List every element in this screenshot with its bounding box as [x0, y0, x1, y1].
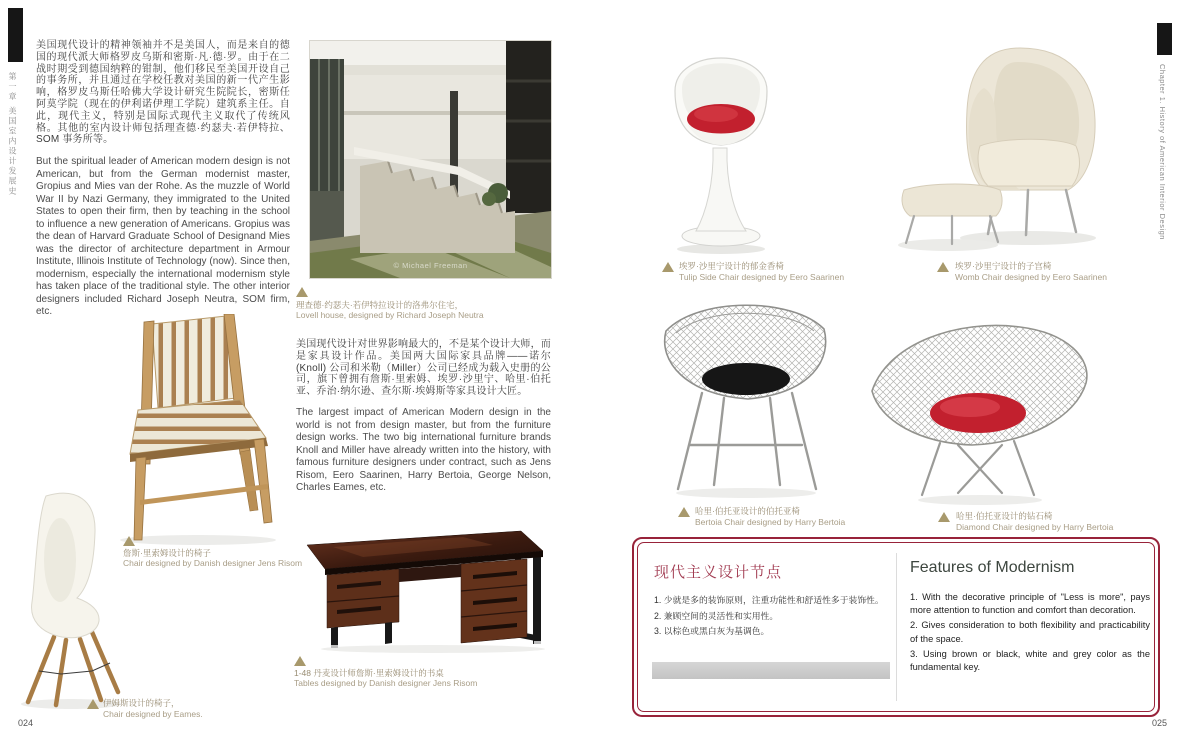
left-chapter-bar: [8, 8, 23, 62]
caption-marker-icon: [87, 699, 99, 709]
paragraph-zh-2: 美国现代设计对世界影响最大的，不是某个设计大师，而是家具设计作品。美国两大国际家具品牌——诺尔 (Knoll) 公司和米勒（Miller）公司已经成为载入史册的公司，旗下曾拥有詹斯·里索姆、埃罗·沙里宁、哈里·伯托亚、乔治·纳尔逊、查尔斯·埃姆斯等家具设计大匠。: [296, 339, 551, 398]
eames-caption-en: Chair designed by Eames.: [103, 709, 203, 719]
diamond-caption-zh: 哈里·伯托亚设计的钻石椅: [956, 511, 1053, 521]
paragraph-en-2: The largest impact of American Modern design in the world is not from design master, but from the furniture design works. The two big international furniture brands Knoll and Miller have already written into the history, with famous furniture designers under contract, such as Jens Risom, Eero Saarinen, Harry Bertoia, George Nelson, Charles Eames, etc.: [296, 407, 551, 493]
caption-marker-icon: [938, 512, 950, 522]
features-item-en: 3. Using brown or black, white and grey color as the fundamental key.: [910, 648, 1150, 673]
caption-marker-icon: [678, 507, 690, 517]
features-title-zh: 现代主义设计节点: [654, 564, 783, 581]
eames-chair-image: [6, 490, 136, 710]
desk-caption-en: Tables designed by Danish designer Jens Risom: [294, 678, 478, 688]
caption-marker-icon: [937, 262, 949, 272]
features-item-zh: 3. 以棕色或黑白灰为基调色。: [654, 626, 770, 636]
paragraph-zh-1: 美国现代设计的精神领袖并不是美国人，而是来自的德国的现代派大师格罗皮乌斯和密斯·凡·德·罗。由于在二战时期受到德国纳粹的钳制，他们移民至美国开设自己的事务所，并且通过在学校任教对美国的新一代产生影响，格罗皮乌斯任哈佛大学设计研究生院院长，密斯任阿莫学院（现在的伊利诺伊理工学院）建筑系主任。自此，现代主义，特别是国际式现代主义取代了传统风格。其他的室内设计师包括理查德·约瑟夫·若伊特拉、SOM 事务所等。: [36, 40, 290, 146]
desk-caption-zh: 1-48 丹麦设计师詹斯·里索姆设计的书桌: [294, 668, 444, 678]
right-chapter-tab: Chapter 1. History of American Interior Design: [1158, 64, 1167, 240]
gray-placeholder-bar: [652, 662, 890, 679]
page-number-left: 024: [18, 718, 34, 728]
risom-caption-en: Chair designed by Danish designer Jens Risom: [123, 558, 303, 568]
bertoia-caption-zh: 哈里·伯托亚设计的伯托亚椅: [695, 506, 800, 516]
lovell-house-photo: [309, 40, 552, 279]
features-list-en: [910, 591, 1150, 676]
right-chapter-bar: [1157, 23, 1172, 55]
tulip-caption-en: Tulip Side Chair designed by Eero Saarinen: [679, 272, 845, 282]
lovell-caption-zh: 理查德·约瑟夫·若伊特拉设计的洛弗尔住宅，: [296, 300, 464, 310]
features-list-zh: [654, 593, 890, 640]
diamond-caption-en: Diamond Chair designed by Harry Bertoia: [956, 522, 1114, 532]
womb-caption-zh: 埃罗·沙里宁设计的子宫椅: [955, 261, 1052, 271]
bertoia-caption-en: Bertoia Chair designed by Harry Bertoia: [695, 517, 846, 527]
lovell-house-interior-illustration: [310, 41, 551, 278]
womb-chair-image: [868, 32, 1108, 255]
features-item-en: 1. With the decorative principle of "Less is more", pays more attention to function and comfort than decoration.: [910, 592, 1150, 616]
features-title-en: Features of Modernism: [910, 559, 1075, 576]
paragraph-en-1: But the spiritual leader of American modern design is not American, but from the German modernist master, Gropius and Mies van der Rohe. As the muzzle of World War II by Nazi Germany, they immigrated to the United States to open their firm, then by teaching in the school to influence a new generation of Americans. Gropius was the dean of Harvard Graduate School of Designand Mies was the director of architecture department in Armour Institute, Illinois Institute of Technology (now). Since then, modernism, especially the international modernism style has taken place of the traditional style. The other interior designers included Richard Joseph Neutra, SOM firm, etc.: [36, 156, 290, 317]
lovell-caption-en: Lovell house, designed by Richard Joseph Neutra: [296, 310, 484, 320]
caption-marker-icon: [294, 656, 306, 666]
photo-credit: © Michael Freeman: [393, 261, 468, 270]
womb-caption-en: Womb Chair designed by Eero Saarinen: [955, 272, 1107, 282]
page-number-right: 025: [1152, 718, 1168, 728]
caption-marker-icon: [296, 287, 308, 297]
bertoia-chair-image: [652, 293, 838, 500]
features-item-en: 2. Gives consideration to both flexibility and practicability of the space.: [910, 620, 1150, 644]
features-item-zh: 1. 少就是多的装饰原则，注重功能性和舒适性多于装饰性。: [654, 595, 884, 605]
risom-caption-zh: 詹斯·里索姆设计的椅子: [123, 548, 211, 558]
eames-caption-zh: 伊姆斯设计的椅子，: [103, 698, 180, 708]
risom-desk-image: [293, 525, 547, 653]
tulip-caption-zh: 埃罗·沙里宁设计的郁金香椅: [679, 261, 784, 271]
features-box-divider: [896, 553, 897, 701]
tulip-chair-image: [658, 33, 788, 258]
features-box: [632, 537, 1160, 717]
diamond-chair-image: [862, 315, 1098, 507]
left-chapter-tab: 第一章 美国室内设计发展史: [8, 72, 17, 197]
caption-marker-icon: [662, 262, 674, 272]
features-item-zh: 2. 兼顾空间的灵活性和实用性。: [654, 610, 779, 621]
